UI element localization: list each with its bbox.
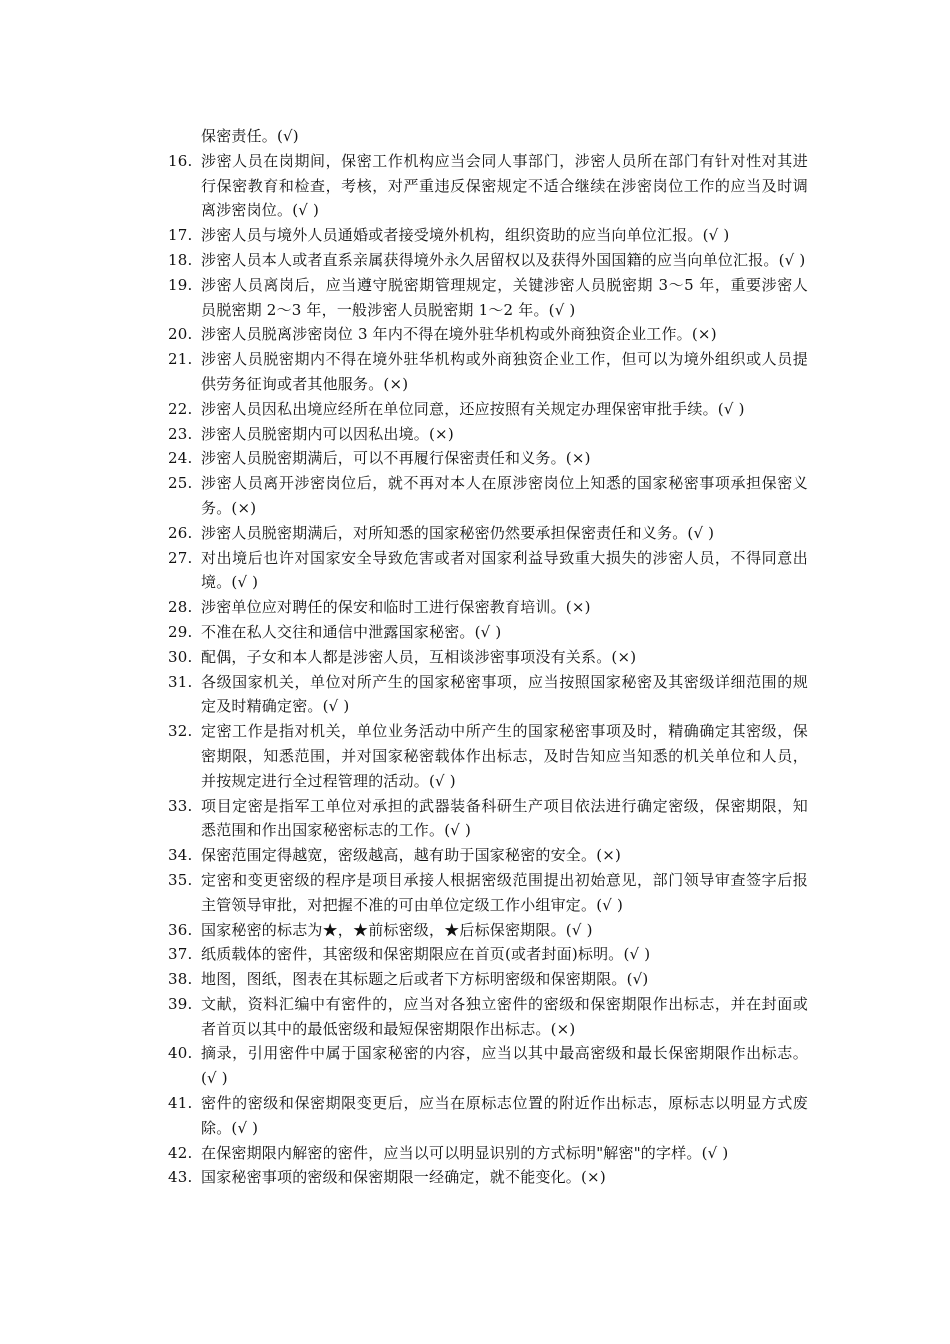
item-number: 34. [168,846,193,865]
list-item [168,347,808,397]
item-text: 涉密人员离岗后，应当遵守脱密期管理规定，关键涉密人员脱密期 3～5 年，重要涉密人员脱密期 2～3 年，一般涉密人员脱密期 1～2 年。(√ ) [201,275,808,319]
list-item [168,322,808,347]
items-container [168,149,808,1190]
list-item [168,273,808,323]
list-item [168,1165,808,1190]
item-text: 定密工作是指对机关，单位业务活动中所产生的国家秘密事项及时，精确确定其密级，保密期限，知悉范围，并对国家秘密载体作出标志，及时告知应当知悉的机关单位和人员，并按规定进行全过程管理的活动。(√ ) [201,722,808,790]
item-text: 涉密人员本人或者直系亲属获得境外永久居留权以及获得外国国籍的应当向单位汇报。(√ ) [201,250,806,269]
item-text: 文献，资料汇编中有密件的，应当对各独立密件的密级和保密期限作出标志，并在封面或者首页以其中的最低密级和最短保密期限作出标志。(×) [201,994,808,1038]
list-item [168,868,808,918]
item-number: 23. [168,424,193,443]
item-text: 涉密人员与境外人员通婚或者接受境外机构，组织资助的应当向单位汇报。(√ ) [201,226,730,245]
continuation-line: 保密责任。(√) [201,127,299,145]
list-item [168,471,808,521]
item-number: 35. [168,870,193,889]
item-number: 42. [168,1143,193,1162]
item-number: 22. [168,399,193,418]
list-item [168,1091,808,1141]
item-number: 40. [168,1044,193,1063]
item-number: 39. [168,994,193,1013]
list-item [168,223,808,248]
item-text: 涉密单位应对聘任的保安和临时工进行保密教育培训。(×) [201,598,591,617]
item-text: 摘录，引用密件中属于国家秘密的内容，应当以其中最高密级和最长保密期限作出标志。(√ ) [201,1044,808,1088]
item-text: 定密和变更密级的程序是项目承接人根据密级范围提出初始意见，部门领导审查签字后报主管领导审批，对把握不准的可由单位定级工作小组审定。(√ ) [201,870,808,914]
item-number: 27. [168,548,193,567]
item-number: 38. [168,970,193,989]
item-number: 17. [168,226,193,245]
list-item [168,446,808,471]
item-number: 43. [168,1168,193,1187]
item-text: 不准在私人交往和通信中泄露国家秘密。(√ ) [201,622,502,641]
item-text: 涉密人员离开涉密岗位后，就不再对本人在原涉密岗位上知悉的国家秘密事项承担保密义务。(×) [201,474,808,517]
item-number: 41. [168,1094,193,1113]
item-text: 配偶，子女和本人都是涉密人员，互相谈涉密事项没有关系。(×) [201,647,637,666]
list-item [168,620,808,645]
item-number: 24. [168,449,193,468]
list-item [168,397,808,422]
item-text: 涉密人员脱密期满后，对所知悉的国家秘密仍然要承担保密责任和义务。(√ ) [201,523,715,542]
item-text: 各级国家机关，单位对所产生的国家秘密事项，应当按照国家秘密及其密级详细范围的规定及时精确定密。(√ ) [201,672,808,716]
item-text: 涉密人员因私出境应经所在单位同意，还应按照有关规定办理保密审批手续。(√ ) [201,399,745,418]
item-number: 26. [168,523,193,542]
list-item [168,645,808,670]
item-text: 在保密期限内解密的密件，应当以可以明显识别的方式标明"解密"的字样。(√ ) [201,1143,729,1162]
item-number: 25. [168,474,193,493]
item-number: 33. [168,796,193,815]
question-list [168,124,808,1190]
item-text: 涉密人员脱密期内可以因私出境。(×) [201,424,454,443]
item-text: 纸质载体的密件，其密级和保密期限应在首页(或者封面)标明。(√ ) [201,945,651,964]
list-item [168,992,808,1042]
list-item [168,794,808,844]
item-text: 密件的密级和保密期限变更后，应当在原标志位置的附近作出标志，原标志以明显方式废除。(√ ) [201,1094,808,1137]
item-text: 涉密人员脱密期内不得在境外驻华机构或外商独资企业工作，但可以为境外组织或人员提供劳务征询或者其他服务。(×) [201,350,808,393]
list-item [168,1041,808,1091]
list-item [168,843,808,868]
list-item [168,942,808,967]
list-item [168,546,808,596]
list-item [168,248,808,273]
item-text: 涉密人员脱密期满后，可以不再履行保密责任和义务。(×) [201,449,591,468]
item-number: 31. [168,672,193,691]
item-number: 29. [168,622,193,641]
item-number: 30. [168,647,193,666]
list-item [168,595,808,620]
item-number: 36. [168,920,193,939]
item-text: 国家秘密的标志为★，★前标密级，★后标保密期限。(√ ) [201,920,593,939]
item-text: 保密范围定得越宽，密级越高，越有助于国家秘密的安全。(×) [201,846,622,865]
list-item [168,967,808,992]
item-number: 37. [168,945,193,964]
item-number: 21. [168,350,193,369]
list-item [168,918,808,943]
item-number: 32. [168,722,193,741]
item-number: 20. [168,325,193,344]
list-item [168,149,808,223]
item-text: 国家秘密事项的密级和保密期限一经确定，就不能变化。(×) [201,1168,606,1187]
list-item [168,521,808,546]
item-text: 涉密人员脱离涉密岗位 3 年内不得在境外驻华机构或外商独资企业工作。(×) [201,325,717,344]
item-text: 涉密人员在岗期间，保密工作机构应当会同人事部门，涉密人员所在部门有针对性对其进行保密教育和检查，考核，对严重违反保密规定不适合继续在涉密岗位工作的应当及时调离涉密岗位。(√ ) [201,151,808,220]
item-number: 18. [168,250,193,269]
list-item [168,422,808,447]
item-number: 28. [168,598,193,617]
list-item [168,1141,808,1166]
item-number: 19. [168,275,193,294]
item-text: 对出境后也许对国家安全导致危害或者对国家利益导致重大损失的涉密人员，不得同意出境。(√ ) [201,548,808,592]
item-text: 项目定密是指军工单位对承担的武器装备科研生产项目依法进行确定密级，保密期限，知悉范围和作出国家秘密标志的工作。(√ ) [201,796,808,840]
item-number: 16. [168,151,193,170]
list-item [168,719,808,793]
item-text: 地图，图纸，图表在其标题之后或者下方标明密级和保密期限。(√) [201,970,649,989]
list-item [168,670,808,720]
